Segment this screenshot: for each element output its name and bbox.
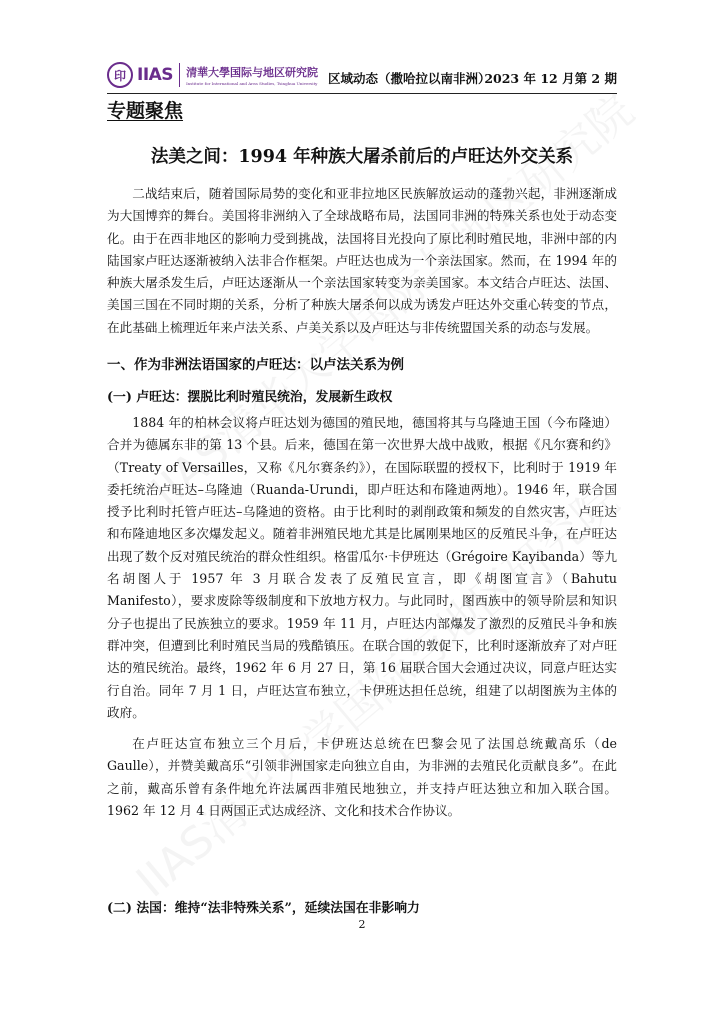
logo-institute-name	[186, 64, 318, 86]
subheading-2: (二) 法国：维持“法非特殊关系”，延续法国在非影响力	[107, 901, 420, 916]
intro-paragraph: 二战结束后，随着国际局势的变化和亚非拉地区民族解放运动的蓬勃兴起，非洲逐渐成为大国博弈的舞台。美国将非洲纳入了全球战略布局，法国同非洲的特殊关系也处于动态变化。由于在西非地区的影响力受到挑战，法国将目光投向了原比利时殖民地，非洲中部的内陆国家卢旺达逐渐被纳入法非合作框架。卢旺达也成为一个亲法国家。然而，在 1994 年的种族大屠杀发生后，卢旺达逐渐从一个亲法国家转变为亲美国家。本文结合卢旺达、法国、美国三国在不同时期的关系，分析了种族大屠杀何以成为诱发卢旺达外交重心转变的节点，在此基础上梳理近年来卢法关系、卢美关系以及卢旺达与非传统盟国关系的动态与发展。	[107, 186, 617, 335]
logo-text: IIAS	[137, 65, 174, 85]
article-title: 法美之间：1994 年种族大屠杀前后的卢旺达外交关系	[150, 147, 574, 167]
header-rule	[107, 93, 617, 94]
page-number: 2	[358, 918, 366, 931]
subheading-1: (一) 卢旺达：摆脱比利时殖民统治，发展新生政权	[107, 390, 393, 405]
header-issue: 2023 年 12 月第 2 期	[484, 71, 617, 86]
body-paragraph-2: 在卢旺达宣布独立三个月后，卡伊班达总统在巴黎会见了法国总统戴高乐（de Gaulle），并赞美戴高乐“引领非洲国家走向独立自由，为非洲的去殖民化贡献良多”。在此之前，戴高乐曾有条件地允许法属西非殖民地独立，并支持卢旺达独立和加入联合国。1962 年 12 月 4 日两国正式达成经济、文化和技术合作协议。	[107, 736, 617, 818]
logo-divider	[179, 63, 180, 87]
section-title: 专题聚焦	[107, 100, 184, 122]
logo-institute-cn: 清華大學国际与地区研究院	[186, 66, 319, 79]
header-section-name: 区域动态（撒哈拉以南非洲）	[328, 71, 491, 86]
logo-seal-icon: 印	[107, 62, 133, 88]
body-paragraph-1: 1884 年的柏林会议将卢旺达划为德国的殖民地，德国将其与乌隆迪王国（今布隆迪）合并为德属东非的第 13 个县。后来，德国在第一次世界大战中战败，根据《凡尔赛和约》（Treaty of Versailles，又称《凡尔赛条约》），在国际联盟的授权下，比利时于 1919 年委托统治卢旺达–乌隆迪（Ruanda-Urundi，即卢旺达和布隆迪两地）。1946 年，联合国授予比利时托管卢旺达–乌隆迪的资格。由于比利时的剥削政策和频发的自然灾害，卢旺达和布隆迪地区多次爆发起义。随着非洲殖民地尤其是比属刚果地区的反殖民斗争，在卢旺达出现了数个反对殖民统治的群众性组织。格雷瓜尔·卡伊班达（Grégoire Kayibanda）等九名胡图人于 1957 年 3 月联合发表了反殖民宣言，即《胡图宣言》（Bahutu Manifesto），要求废除等级制度和下放地方权力。与此同时，图西族中的领导阶层和知识分子也提出了民族独立的要求。1959 年 11 月，卢旺达内部爆发了激烈的反殖民斗争和族群冲突，但遭到比利时殖民当局的残酷镇压。在联合国的敦促下，比利时逐渐放弃了对卢旺达的殖民统治。最终，1962 年 6 月 27 日，第 16 届联合国大会通过决议，同意卢旺达实行自治。同年 7 月 1 日，卢旺达宣布独立，卡伊班达担任总统，组建了以胡图族为主体的政府。	[107, 415, 617, 720]
logo-institute-en: Institute for International and Area Studies, Tsinghua University	[186, 81, 318, 86]
heading-1: 一、作为非洲法语国家的卢旺达：以卢法关系为例	[107, 357, 404, 373]
page-header	[107, 58, 617, 92]
